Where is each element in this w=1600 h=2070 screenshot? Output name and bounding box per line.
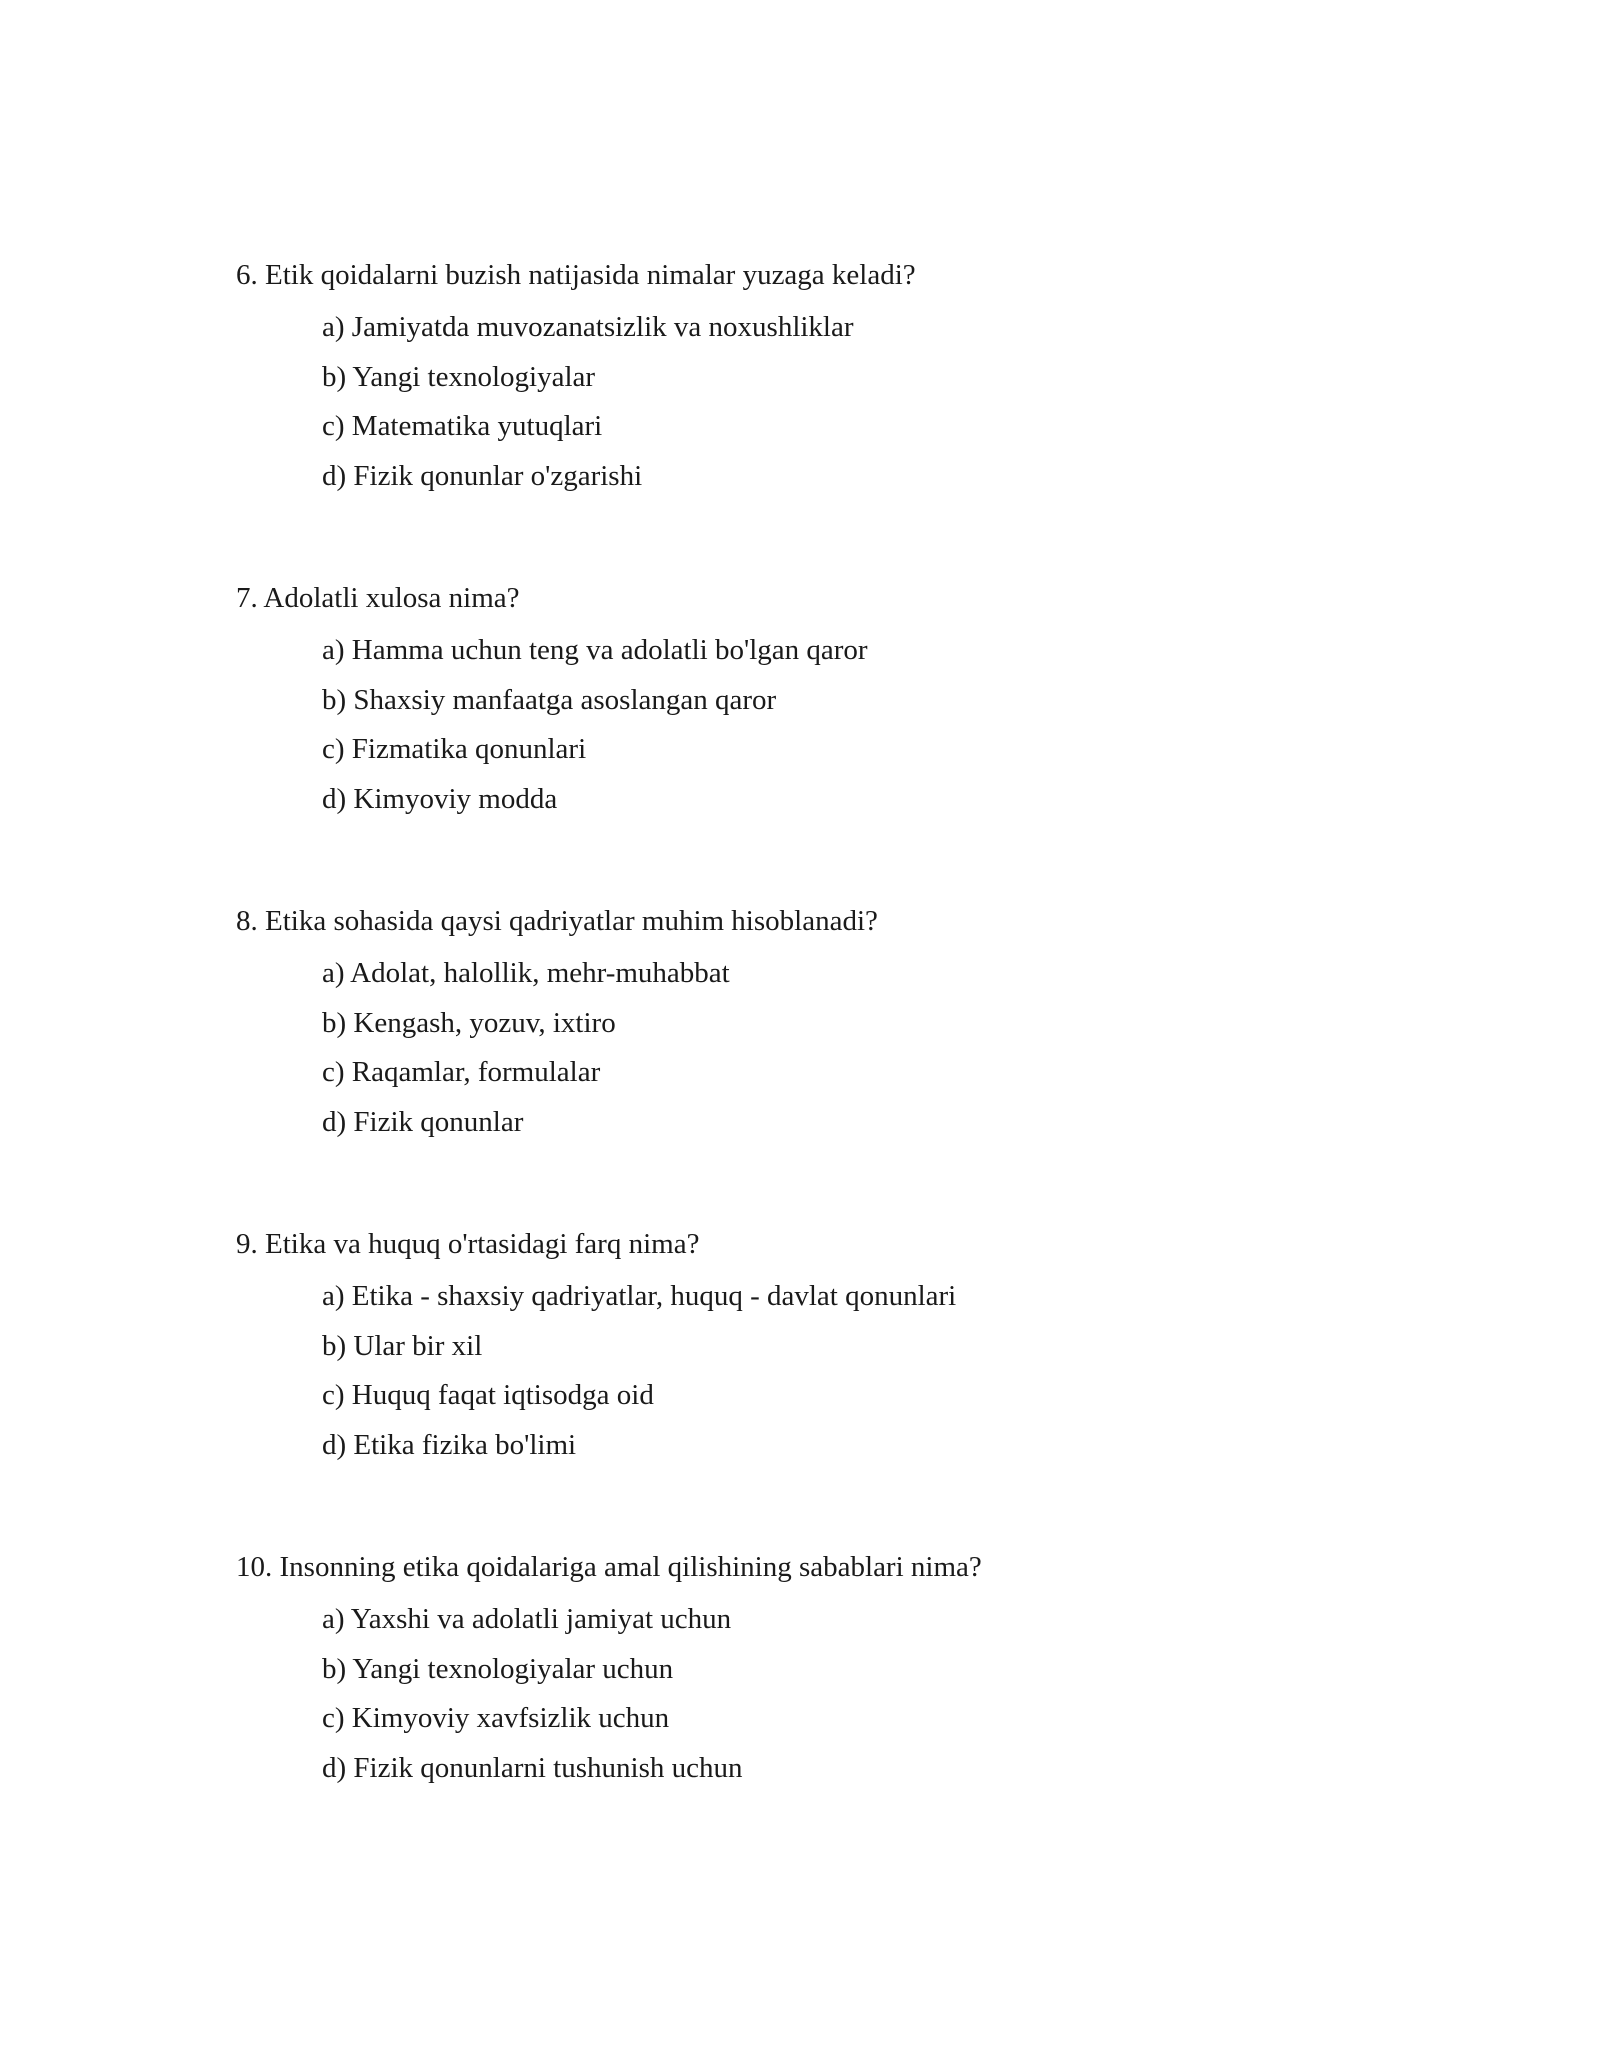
option-b: b) Yangi texnologiyalar [322,360,596,393]
option-d: d) Fizik qonunlar [322,1105,524,1138]
option-b: b) Shaxsiy manfaatga asoslangan qaror [322,683,777,716]
option-c: c) Matematika yutuqlari [322,410,603,442]
question-7 [236,578,1436,824]
option-d: d) Fizik qonunlarni tushunish uchun [322,1751,743,1784]
question-8 [236,901,1436,1147]
option-d: d) Fizik qonunlar o'zgarishi [322,459,643,492]
option-b: b) Kengash, yozuv, ixtiro [322,1006,616,1039]
question-text: 9. Etika va huquq o'rtasidagi farq nima? [236,1228,700,1260]
answer-options [236,949,1436,1147]
question-10 [236,1547,1436,1793]
question-text: 7. Adolatli xulosa nima? [236,582,520,614]
answer-options [236,1595,1436,1793]
answer-options [236,303,1436,501]
option-a: a) Adolat, halollik, mehr-muhabbat [322,957,730,989]
option-a: a) Etika - shaxsiy qadriyatlar, huquq - davlat qonunlari [322,1280,957,1312]
question-6 [236,255,1436,501]
option-c: c) Raqamlar, formulalar [322,1056,601,1088]
option-a: a) Hamma uchun teng va adolatli bo'lgan qaror [322,634,868,666]
option-b: b) Yangi texnologiyalar uchun [322,1652,674,1685]
option-c: c) Fizmatika qonunlari [322,733,587,765]
option-a: a) Jamiyatda muvozanatsizlik va noxushliklar [322,311,854,343]
option-a: a) Yaxshi va adolatli jamiyat uchun [322,1603,732,1635]
question-text: 10. Insonning etika qoidalariga amal qilishining sabablari nima? [236,1551,982,1583]
option-b: b) Ular bir xil [322,1329,483,1362]
answer-options [236,1272,1436,1470]
option-c: c) Huquq faqat iqtisodga oid [322,1379,654,1411]
question-9 [236,1224,1436,1470]
option-d: d) Kimyoviy modda [322,782,558,815]
answer-options [236,626,1436,824]
option-c: c) Kimyoviy xavfsizlik uchun [322,1702,670,1734]
question-text: 8. Etika sohasida qaysi qadriyatlar muhim hisoblanadi? [236,905,878,937]
question-text: 6. Etik qoidalarni buzish natijasida nimalar yuzaga keladi? [236,259,916,291]
option-d: d) Etika fizika bo'limi [322,1428,577,1461]
